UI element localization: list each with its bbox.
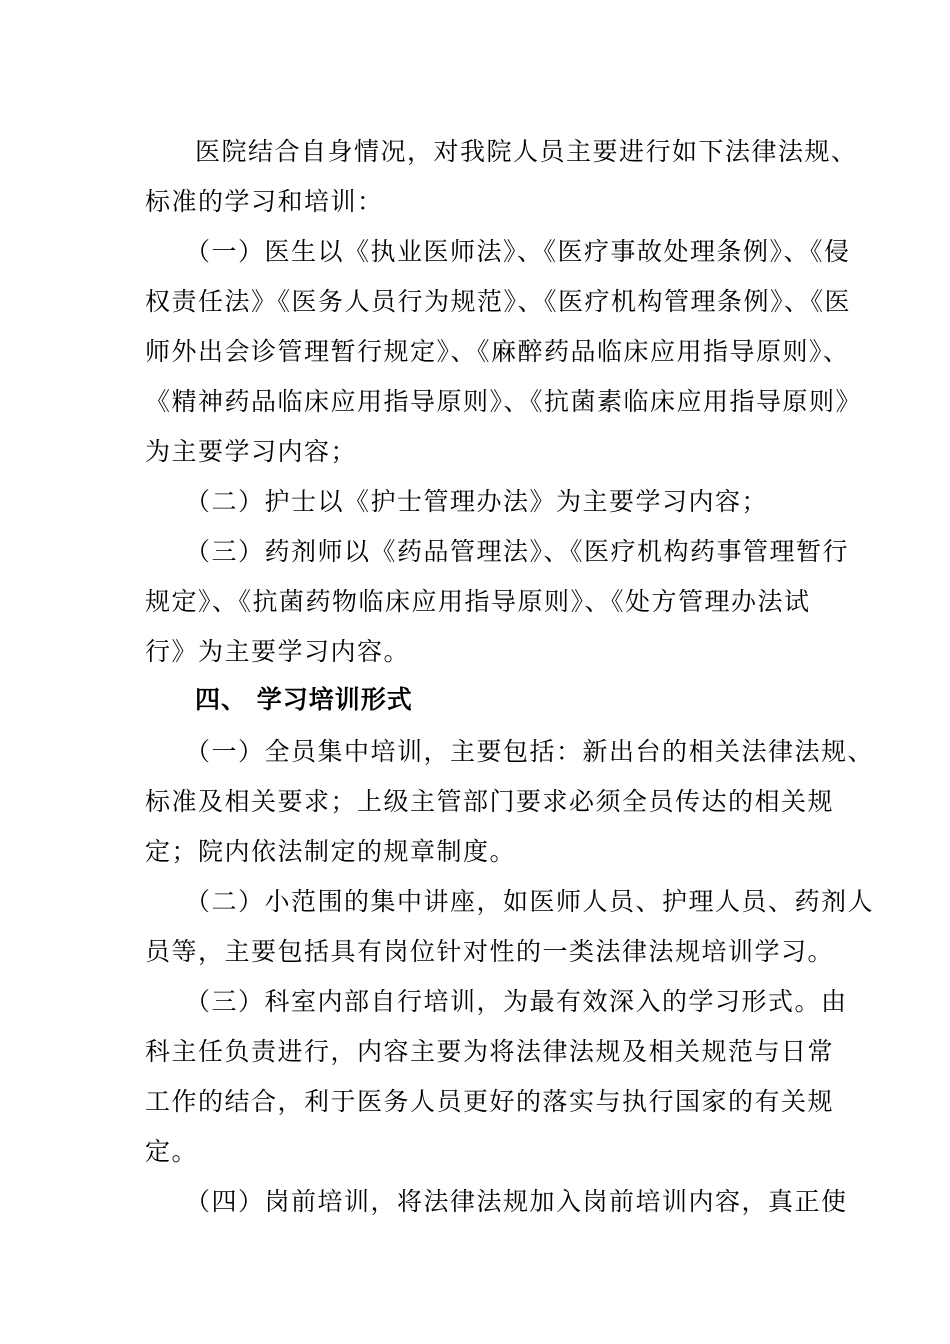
- form-3-line-4: 定。: [145, 1137, 199, 1166]
- form-3-line-3: 工作的结合，利于医务人员更好的落实与执行国家的有关规: [145, 1087, 835, 1116]
- item-3-line-2: 规定》、《抗菌药物临床应用指导原则》、《处方管理办法试: [145, 587, 811, 616]
- item-3-line-1: （三）药剂师以《药品管理法》、《医疗机构药事管理暂行: [185, 537, 850, 566]
- item-1-line-5: 为主要学习内容；: [145, 437, 358, 466]
- form-1-line-3: 定；院内依法制定的规章制度。: [145, 837, 517, 866]
- form-4-line-1: （四）岗前培训，将法律法规加入岗前培训内容，真正使: [185, 1187, 848, 1216]
- item-3-line-3: 行》为主要学习内容。: [145, 637, 411, 666]
- section-heading: 四、 学习培训形式: [195, 685, 413, 714]
- paragraph-intro-line-2: 标准的学习和培训：: [145, 187, 384, 216]
- form-2-line-1: （二）小范围的集中讲座，如医师人员、护理人员、药剂人: [185, 887, 875, 916]
- item-1-line-1: （一）医生以《执业医师法》、《医疗事故处理条例》、《侵: [185, 237, 851, 266]
- item-1-line-4: 《精神药品临床应用指导原则》、《抗菌素临床应用指导原则》: [145, 387, 863, 416]
- item-1-line-3: 师外出会诊管理暂行规定》、《麻醉药品临床应用指导原则》、: [145, 337, 850, 366]
- form-2-line-2: 员等，主要包括具有岗位针对性的一类法律法规培训学习。: [145, 937, 835, 966]
- item-2-line-1: （二）护士以《护士管理办法》为主要学习内容；: [185, 487, 769, 516]
- form-1-line-1: （一）全员集中培训，主要包括：新出台的相关法律法规、: [185, 737, 875, 766]
- paragraph-intro-line-1: 医院结合自身情况，对我院人员主要进行如下法律法规、: [195, 137, 858, 166]
- form-3-line-1: （三）科室内部自行培训，为最有效深入的学习形式。由: [185, 987, 848, 1016]
- form-1-line-2: 标准及相关要求；上级主管部门要求必须全员传达的相关规: [145, 787, 835, 816]
- item-1-line-2: 权责任法》《医务人员行为规范》、《医疗机构管理条例》、《医: [145, 287, 852, 316]
- form-3-line-2: 科主任负责进行，内容主要为将法律法规及相关规范与日常: [145, 1037, 835, 1066]
